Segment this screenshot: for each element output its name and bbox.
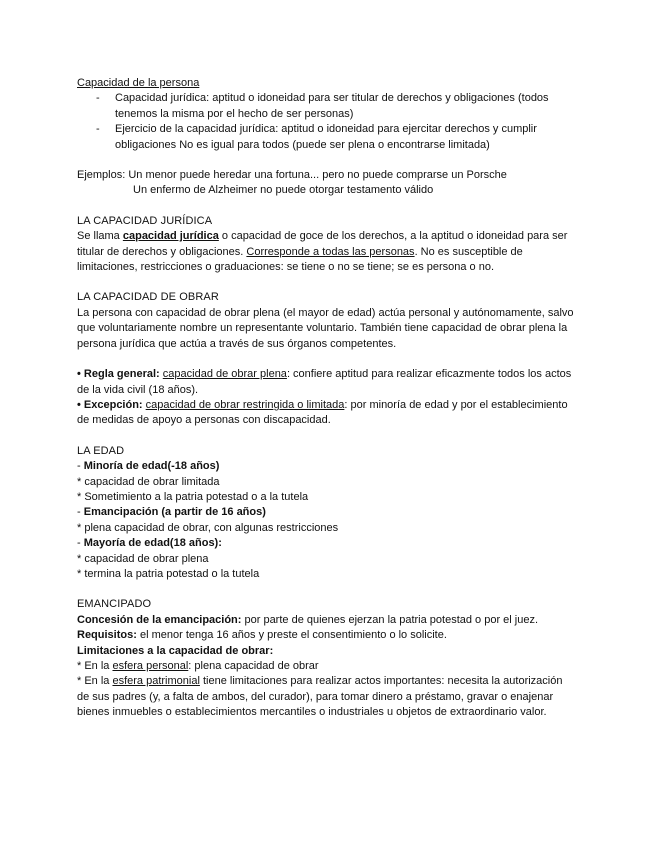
list-item: * capacidad de obrar limitada [77,475,220,488]
subheading-minoria: - Minoría de edad(-18 años) [77,460,220,473]
underlined-phrase: esfera personal [112,660,189,672]
list-item: * termina la patria potestad o la tutela [77,567,260,580]
list-item-text: Capacidad jurídica: aptitud o idoneidad para ser titular de derechos y obligaciones (todos tenemos la misma por el hecho de ser personas) [115,92,549,120]
paragraph-requisitos: Requisitos: el menor tenga 16 años y preste el consentimiento o lo solicite. [77,629,447,642]
rule-exception: • Excepción: capacidad de obrar restringida o limitada: por minoría de edad y por el establecimiento de medidas de apoyo a personas con discapacidad. [77,398,568,427]
underlined-phrase: capacidad de obrar plena [162,368,287,381]
subheading-mayoria: - Mayoría de edad(18 años): [77,537,222,550]
list-item: * capacidad de obrar plena [77,552,209,565]
section-heading-capacidad-juridica: LA CAPACIDAD JURÍDICA [77,214,213,227]
subheading-emancipacion: - Emancipación (a partir de 16 años) [77,506,266,519]
section-heading-capacidad-obrar: LA CAPACIDAD DE OBRAR [77,291,219,304]
rule-label: • Excepción: [77,398,143,411]
examples-line-1: Ejemplos: Un menor puede heredar una fortuna... pero no puede comprarse un Porsche [77,169,507,182]
bullet-dash: - [96,123,100,136]
list-item [77,122,577,153]
list-item: * Sometimiento a la patria potestad o a la tutela [77,490,309,503]
document-page [77,76,577,721]
underlined-phrase: esfera patrimonial [112,675,200,688]
list-item: * En la esfera personal: plena capacidad de obrar [77,660,319,672]
section-heading-emancipado: EMANCIPADO [77,598,152,611]
list-item [77,91,577,122]
paragraph-capacidad-juridica: Se llama capacidad jurídica o capacidad de goce de los derechos, a la aptitud o idoneidad para ser titular de derechos y obligaciones. Corresponde a todas las personas. No es susceptible de limitaciones, restricciones o graduaciones: se tiene o no se tiene; se es persona o no. [77,230,568,274]
examples-line-2: Un enfermo de Alzheimer no puede otorgar testamento válido [133,184,434,197]
term-capacidad-juridica: capacidad jurídica [122,230,219,243]
list-item-text: Ejercicio de la capacidad jurídica: aptitud o idoneidad para ejercitar derechos y cumplir obligaciones No es igual para todos (puede ser plena o encontrarse limitada) [115,123,537,151]
section-heading-capacidad-persona: Capacidad de la persona [77,77,200,89]
section-heading-edad: LA EDAD [77,444,125,457]
rule-general: • Regla general: capacidad de obrar plena: confiere aptitud para realizar eficazmente todos los actos de la vida civil (18 años). [77,368,572,396]
underlined-phrase: capacidad de obrar restringida o limitada [145,398,345,411]
underlined-phrase: Corresponde a todas las personas [246,245,415,258]
bullet-dash: - [96,92,100,105]
rule-label: • Regla general: [77,368,160,381]
subheading-limitaciones: Limitaciones a la capacidad de obrar: [77,644,274,657]
paragraph-concesion: Concesión de la emancipación: por parte de quienes ejerzan la patria potestad o por el juez. [77,613,539,626]
list-item: * En la esfera patrimonial tiene limitaciones para realizar actos importantes: necesita la autorización de sus padres (y, a falta de ambos, del curador), para tomar dinero a préstamo, gravar o enajenar bienes inmuebles o establecimientos mercantiles o industriales u objetos de extraordinario valor. [77,675,563,719]
paragraph-capacidad-obrar: La persona con capacidad de obrar plena (el mayor de edad) actúa personal y autónomamente, salvo que voluntariamente nombre un representante voluntario. También tiene capacidad de obrar plena la persona jurídica que actúa a través de sus órganos competentes. [77,306,574,350]
list-item: * plena capacidad de obrar, con algunas restricciones [77,521,339,534]
